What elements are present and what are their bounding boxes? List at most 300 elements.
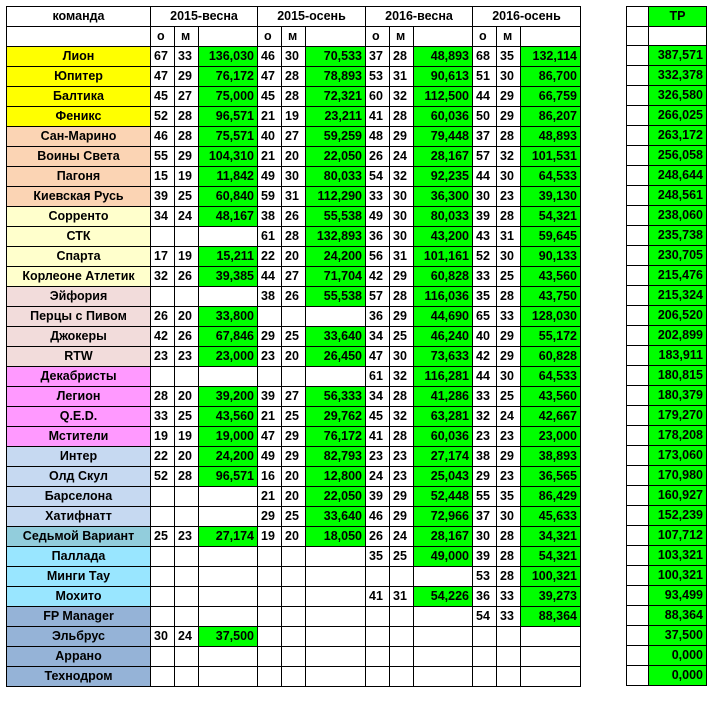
answers-cell: 29 [258, 507, 282, 527]
answers-cell: 53 [473, 567, 497, 587]
questions-cell: 28 [497, 287, 521, 307]
answers-cell: 30 [473, 527, 497, 547]
questions-cell: 23 [497, 427, 521, 447]
empty-cell [627, 486, 649, 506]
season-header-row [7, 7, 581, 27]
season-header: 2015-весна [151, 7, 258, 27]
questions-cell: 33 [497, 587, 521, 607]
total-row [627, 106, 707, 126]
empty-cell [627, 166, 649, 186]
questions-cell: 29 [497, 327, 521, 347]
answers-cell: 25 [151, 527, 175, 547]
answers-cell: 49 [258, 447, 282, 467]
questions-cell: 24 [390, 147, 414, 167]
questions-cell: 30 [282, 167, 306, 187]
o-column-header: о [151, 27, 175, 47]
questions-cell: 28 [390, 427, 414, 447]
empty-cell [199, 507, 258, 527]
answers-cell: 39 [366, 487, 390, 507]
o-column-header: о [366, 27, 390, 47]
table-row [7, 87, 581, 107]
empty-cell [521, 667, 581, 687]
empty-cell [258, 307, 282, 327]
points-cell: 12,800 [306, 467, 366, 487]
points-cell: 39,130 [521, 187, 581, 207]
points-cell: 54,226 [414, 587, 473, 607]
total-cell: 179,270 [649, 406, 707, 426]
questions-cell: 20 [282, 467, 306, 487]
total-row [627, 146, 707, 166]
questions-cell: 29 [497, 107, 521, 127]
empty-cell [390, 567, 414, 587]
answers-cell: 60 [366, 87, 390, 107]
table-row [7, 487, 581, 507]
questions-cell: 23 [390, 467, 414, 487]
answers-cell: 47 [151, 67, 175, 87]
answers-cell: 46 [151, 127, 175, 147]
empty-cell [627, 506, 649, 526]
points-cell: 60,036 [414, 107, 473, 127]
questions-cell: 27 [282, 127, 306, 147]
points-cell: 45,633 [521, 507, 581, 527]
empty-cell [282, 367, 306, 387]
answers-cell: 46 [258, 47, 282, 67]
table-row [7, 607, 581, 627]
answers-cell: 52 [473, 247, 497, 267]
empty-cell [627, 586, 649, 606]
empty-cell [7, 27, 151, 47]
empty-cell [414, 27, 473, 47]
answers-cell: 50 [473, 107, 497, 127]
answers-cell: 21 [258, 147, 282, 167]
points-cell: 86,700 [521, 67, 581, 87]
answers-cell: 52 [151, 107, 175, 127]
answers-cell: 42 [366, 267, 390, 287]
points-cell: 75,000 [199, 87, 258, 107]
empty-cell [306, 607, 366, 627]
empty-cell [627, 126, 649, 146]
empty-cell [199, 367, 258, 387]
table-row [7, 367, 581, 387]
total-cell: 88,364 [649, 606, 707, 626]
total-row [627, 646, 707, 666]
team-name: Феникс [7, 107, 151, 127]
m-column-header: м [390, 27, 414, 47]
answers-cell: 42 [151, 327, 175, 347]
points-cell: 18,050 [306, 527, 366, 547]
table-row [7, 507, 581, 527]
empty-cell [627, 326, 649, 346]
points-cell: 59,645 [521, 227, 581, 247]
team-name: СТК [7, 227, 151, 247]
answers-cell: 68 [473, 47, 497, 67]
points-cell: 136,030 [199, 47, 258, 67]
points-cell: 39,385 [199, 267, 258, 287]
points-cell: 86,207 [521, 107, 581, 127]
total-cell: 256,058 [649, 146, 707, 166]
total-row [627, 526, 707, 546]
empty-cell [282, 667, 306, 687]
empty-cell [199, 667, 258, 687]
questions-cell: 23 [390, 447, 414, 467]
total-row [627, 306, 707, 326]
empty-cell [151, 647, 175, 667]
empty-cell [390, 627, 414, 647]
empty-cell [627, 86, 649, 106]
empty-cell [151, 567, 175, 587]
total-body [627, 46, 707, 686]
table-row [7, 267, 581, 287]
table-row [7, 447, 581, 467]
answers-cell: 61 [258, 227, 282, 247]
table-row [7, 307, 581, 327]
m-column-header: м [175, 27, 199, 47]
points-cell: 59,259 [306, 127, 366, 147]
answers-cell: 43 [473, 227, 497, 247]
questions-cell: 25 [390, 547, 414, 567]
questions-cell: 25 [497, 267, 521, 287]
empty-cell [627, 246, 649, 266]
answers-cell: 23 [366, 447, 390, 467]
answers-cell: 54 [366, 167, 390, 187]
questions-cell: 30 [282, 47, 306, 67]
empty-cell [258, 667, 282, 687]
questions-cell: 23 [497, 187, 521, 207]
total-header-row [627, 7, 707, 27]
points-cell: 22,050 [306, 487, 366, 507]
answers-cell: 33 [151, 407, 175, 427]
table-row [7, 287, 581, 307]
questions-cell: 20 [175, 307, 199, 327]
season-header: 2016-весна [366, 7, 473, 27]
questions-cell: 20 [282, 487, 306, 507]
answers-cell: 47 [258, 427, 282, 447]
empty-cell [627, 226, 649, 246]
questions-cell: 29 [175, 67, 199, 87]
empty-cell [258, 627, 282, 647]
questions-cell: 29 [390, 487, 414, 507]
questions-cell: 30 [390, 347, 414, 367]
points-cell: 71,704 [306, 267, 366, 287]
empty-cell [151, 507, 175, 527]
table-row [7, 47, 581, 67]
questions-cell: 28 [282, 87, 306, 107]
empty-cell [199, 287, 258, 307]
points-cell: 49,000 [414, 547, 473, 567]
points-cell: 28,167 [414, 147, 473, 167]
total-row [627, 546, 707, 566]
empty-cell [175, 287, 199, 307]
answers-cell: 57 [473, 147, 497, 167]
total-cell: 332,378 [649, 66, 707, 86]
empty-cell [627, 386, 649, 406]
points-cell: 43,560 [521, 267, 581, 287]
empty-cell [627, 46, 649, 66]
total-cell: 103,321 [649, 546, 707, 566]
points-cell: 28,167 [414, 527, 473, 547]
table-row [7, 647, 581, 667]
answers-cell: 15 [151, 167, 175, 187]
total-cell: 180,379 [649, 386, 707, 406]
points-cell: 104,310 [199, 147, 258, 167]
questions-cell: 31 [390, 67, 414, 87]
questions-cell: 29 [282, 447, 306, 467]
team-name: Технодром [7, 667, 151, 687]
points-cell: 60,828 [521, 347, 581, 367]
team-name: Хатифнатт [7, 507, 151, 527]
answers-cell: 40 [258, 127, 282, 147]
questions-cell: 28 [282, 227, 306, 247]
team-name: Юпитер [7, 67, 151, 87]
questions-cell: 25 [282, 327, 306, 347]
empty-cell [258, 607, 282, 627]
answers-cell: 39 [258, 387, 282, 407]
total-cell: 183,911 [649, 346, 707, 366]
empty-cell [627, 266, 649, 286]
points-cell: 55,538 [306, 207, 366, 227]
points-cell: 90,613 [414, 67, 473, 87]
answers-cell: 30 [151, 627, 175, 647]
empty-cell [521, 647, 581, 667]
answers-cell: 40 [473, 327, 497, 347]
total-row [627, 606, 707, 626]
total-row [627, 386, 707, 406]
empty-cell [627, 27, 649, 46]
points-cell: 86,429 [521, 487, 581, 507]
questions-cell: 35 [497, 487, 521, 507]
total-row [627, 126, 707, 146]
points-cell: 132,893 [306, 227, 366, 247]
questions-cell: 26 [175, 267, 199, 287]
answers-cell: 35 [366, 547, 390, 567]
questions-cell: 26 [282, 287, 306, 307]
empty-cell [414, 607, 473, 627]
points-cell: 54,321 [521, 207, 581, 227]
questions-cell: 35 [497, 47, 521, 67]
questions-cell: 30 [497, 67, 521, 87]
empty-cell [151, 547, 175, 567]
team-name: Эйфория [7, 287, 151, 307]
team-name: Джокеры [7, 327, 151, 347]
answers-cell: 45 [258, 87, 282, 107]
answers-cell: 42 [473, 347, 497, 367]
questions-cell: 19 [282, 107, 306, 127]
answers-cell: 23 [258, 347, 282, 367]
questions-cell: 19 [175, 167, 199, 187]
empty-cell [366, 567, 390, 587]
points-cell: 88,364 [521, 607, 581, 627]
questions-cell: 28 [390, 287, 414, 307]
questions-cell: 29 [390, 507, 414, 527]
total-cell: 152,239 [649, 506, 707, 526]
answers-cell: 36 [473, 587, 497, 607]
empty-cell [175, 227, 199, 247]
empty-cell [306, 367, 366, 387]
team-name: Корлеоне Атлетик [7, 267, 151, 287]
questions-cell: 33 [497, 607, 521, 627]
total-row [627, 226, 707, 246]
answers-cell: 49 [366, 207, 390, 227]
empty-cell [521, 27, 581, 47]
empty-cell [473, 627, 497, 647]
empty-cell [258, 567, 282, 587]
points-cell: 43,750 [521, 287, 581, 307]
team-name: Паллада [7, 547, 151, 567]
total-cell: 180,815 [649, 366, 707, 386]
points-cell: 60,828 [414, 267, 473, 287]
total-row [627, 366, 707, 386]
points-cell: 11,842 [199, 167, 258, 187]
empty-cell [627, 546, 649, 566]
empty-cell [390, 667, 414, 687]
points-cell: 100,321 [521, 567, 581, 587]
points-cell: 43,200 [414, 227, 473, 247]
questions-cell: 29 [497, 447, 521, 467]
answers-cell: 37 [473, 507, 497, 527]
team-name: Барселона [7, 487, 151, 507]
empty-cell [473, 667, 497, 687]
empty-cell [497, 647, 521, 667]
points-cell: 60,840 [199, 187, 258, 207]
answers-cell: 44 [473, 87, 497, 107]
questions-cell: 25 [282, 507, 306, 527]
points-cell: 23,211 [306, 107, 366, 127]
total-row [627, 326, 707, 346]
empty-cell [627, 206, 649, 226]
rating-table [6, 6, 581, 687]
empty-cell [258, 647, 282, 667]
empty-cell [627, 566, 649, 586]
empty-cell [282, 607, 306, 627]
points-cell: 33,800 [199, 307, 258, 327]
total-row [627, 266, 707, 286]
points-cell: 26,450 [306, 347, 366, 367]
answers-cell: 51 [473, 67, 497, 87]
empty-cell [151, 367, 175, 387]
answers-cell: 36 [366, 227, 390, 247]
questions-cell: 28 [175, 467, 199, 487]
answers-cell: 26 [366, 147, 390, 167]
empty-cell [627, 646, 649, 666]
answers-cell: 56 [366, 247, 390, 267]
empty-cell [390, 647, 414, 667]
answers-cell: 34 [151, 207, 175, 227]
questions-cell: 26 [175, 327, 199, 347]
total-row [627, 446, 707, 466]
questions-cell: 33 [175, 47, 199, 67]
total-row [627, 666, 707, 686]
questions-cell: 28 [175, 127, 199, 147]
empty-cell [627, 66, 649, 86]
total-cell: 0,000 [649, 646, 707, 666]
points-cell: 23,000 [521, 427, 581, 447]
points-cell: 112,500 [414, 87, 473, 107]
total-row [627, 286, 707, 306]
empty-cell [627, 306, 649, 326]
answers-cell: 47 [366, 347, 390, 367]
questions-cell: 25 [282, 407, 306, 427]
total-row [627, 486, 707, 506]
questions-cell: 28 [390, 47, 414, 67]
m-column-header: м [282, 27, 306, 47]
team-name: Лион [7, 47, 151, 67]
empty-cell [627, 626, 649, 646]
total-row [627, 346, 707, 366]
total-cell: 387,571 [649, 46, 707, 66]
questions-cell: 28 [175, 107, 199, 127]
answers-cell: 47 [258, 67, 282, 87]
team-name: Q.E.D. [7, 407, 151, 427]
questions-cell: 29 [497, 347, 521, 367]
points-cell: 29,762 [306, 407, 366, 427]
questions-cell: 20 [175, 447, 199, 467]
empty-cell [627, 146, 649, 166]
answers-cell: 41 [366, 587, 390, 607]
total-cell: 160,927 [649, 486, 707, 506]
team-name: Мстители [7, 427, 151, 447]
points-cell: 116,036 [414, 287, 473, 307]
questions-cell: 32 [390, 407, 414, 427]
answers-cell: 46 [366, 507, 390, 527]
questions-cell: 29 [497, 87, 521, 107]
answers-cell: 55 [473, 487, 497, 507]
total-row [627, 506, 707, 526]
points-cell: 75,571 [199, 127, 258, 147]
questions-cell: 23 [175, 527, 199, 547]
questions-cell: 31 [282, 187, 306, 207]
total-row [627, 426, 707, 446]
empty-cell [306, 307, 366, 327]
points-cell: 42,667 [521, 407, 581, 427]
empty-cell [521, 627, 581, 647]
questions-cell: 23 [497, 467, 521, 487]
answers-cell: 19 [258, 527, 282, 547]
table-row [7, 187, 581, 207]
empty-cell [627, 446, 649, 466]
total-row [627, 566, 707, 586]
points-cell: 116,281 [414, 367, 473, 387]
empty-cell [649, 27, 707, 46]
questions-cell: 24 [175, 627, 199, 647]
table-row [7, 407, 581, 427]
points-cell: 76,172 [306, 427, 366, 447]
answers-cell: 33 [473, 387, 497, 407]
empty-cell [366, 607, 390, 627]
empty-cell [199, 587, 258, 607]
points-cell: 63,281 [414, 407, 473, 427]
empty-cell [282, 547, 306, 567]
answers-cell: 49 [258, 167, 282, 187]
total-cell: 178,208 [649, 426, 707, 446]
answers-cell: 19 [151, 427, 175, 447]
points-cell: 73,633 [414, 347, 473, 367]
empty-cell [199, 27, 258, 47]
questions-cell: 33 [497, 307, 521, 327]
points-cell: 48,167 [199, 207, 258, 227]
total-row [627, 246, 707, 266]
empty-cell [627, 526, 649, 546]
empty-cell [627, 366, 649, 386]
points-cell: 96,571 [199, 467, 258, 487]
total-cell: 202,899 [649, 326, 707, 346]
answers-cell: 33 [366, 187, 390, 207]
empty-cell [175, 667, 199, 687]
empty-cell [175, 487, 199, 507]
questions-cell: 28 [497, 207, 521, 227]
points-cell: 27,174 [199, 527, 258, 547]
table-row [7, 387, 581, 407]
empty-cell [199, 607, 258, 627]
